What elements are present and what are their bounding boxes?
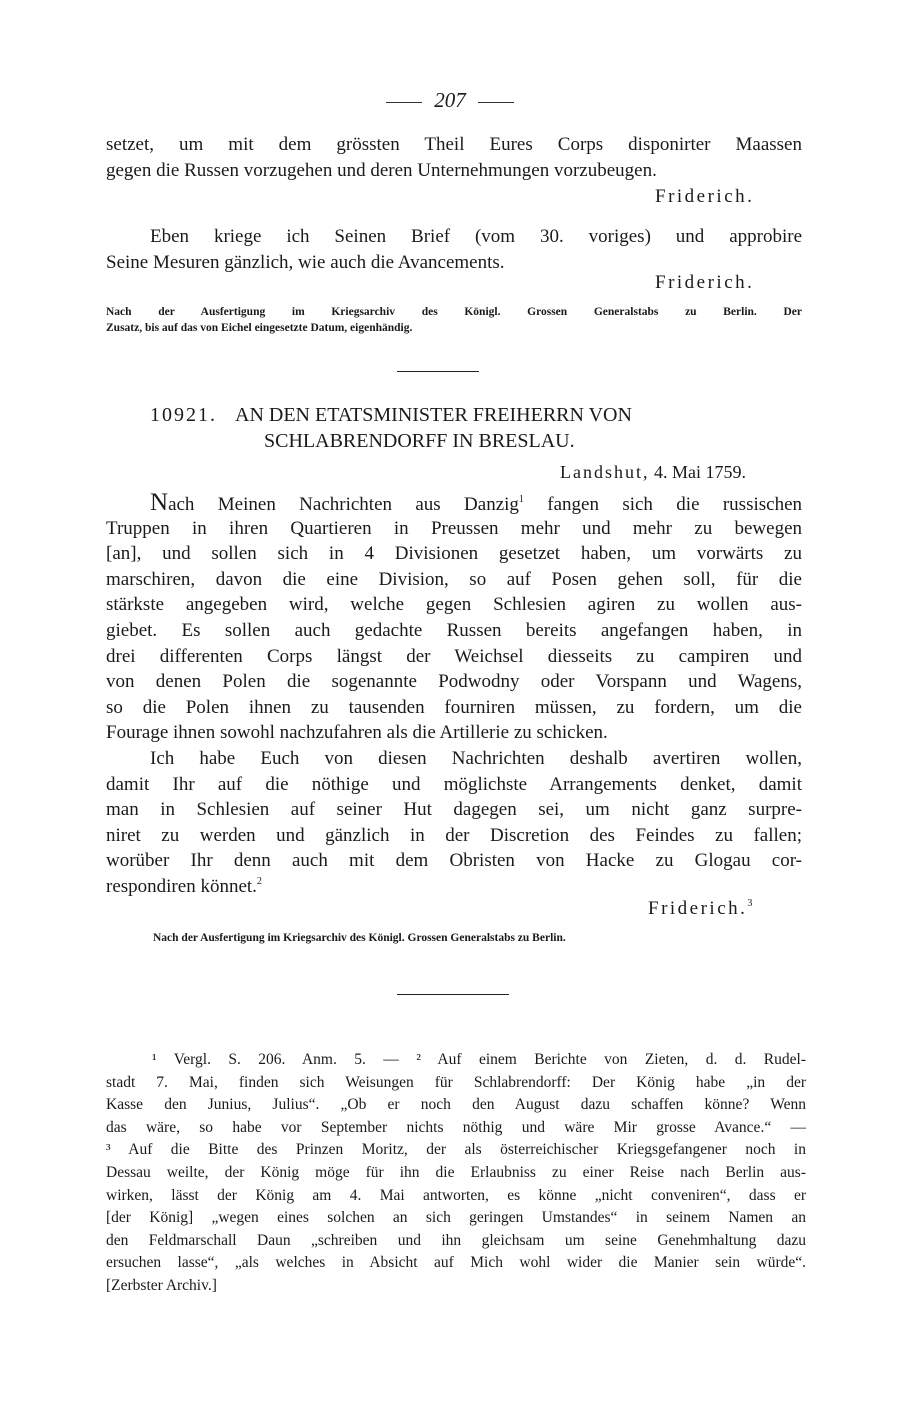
text-line: so die Polen ihnen zu tausenden fourniren müssen, zu fordern, um die <box>106 696 802 718</box>
text-line: stärkste angegeben wird, welche gegen Schlesien agiren zu wollen aus- <box>106 594 802 616</box>
footnote-line: [Zerbster Archiv.] <box>106 1276 217 1294</box>
text-line: Seine Mesuren gänzlich, wie auch die Avancements. <box>106 251 505 273</box>
source-note-line: Nach der Ausfertigung im Kriegsarchiv des Königl. Grossen Generalstabs zu Berlin. <box>153 932 566 944</box>
text-line: Eben kriege ich Seinen Brief (vom 30. voriges) und approbire <box>150 226 802 247</box>
footnote-ref: 1 <box>518 494 524 505</box>
text-line: [an], und sollen sich in 4 Divisionen gesetzet haben, um vorwärts zu <box>106 543 802 565</box>
footnote-line: Kasse den Junius, Julius“. „Ob er noch den August dazu schaffen könne? Wenn <box>106 1096 806 1114</box>
footnote-line: ¹ Vergl. S. 206. Anm. 5. — ² Auf einem Berichte von Zieten, d. d. Rudel- <box>152 1051 806 1068</box>
text-span: fangen sich die russischen <box>547 494 803 515</box>
signature <box>648 898 755 920</box>
text-line: man in Schlesien auf seiner Hut dagegen sei, um nicht ganz surpre- <box>106 799 802 821</box>
source-note-line: Zusatz, bis auf das von Eichel eingesetzte Datum, eigenhändig. <box>106 322 413 334</box>
text-line: setzet, um mit dem grössten Theil Eures Corps disponirter Maassen <box>106 134 802 155</box>
letter-body <box>106 490 802 900</box>
drop-cap: N <box>150 489 169 516</box>
text-line: gegen die Russen vorzugehen und deren Unternehmungen vorzubeugen. <box>106 159 657 181</box>
signature: Friderich. <box>655 272 755 293</box>
text-line <box>106 490 802 516</box>
footnote-line: [der König] „wegen eines solchen an sich geringen Umstandes“ in seinem Namen an <box>106 1209 806 1227</box>
section-divider <box>397 994 509 995</box>
dateline-date: 4. Mai 1759. <box>654 462 746 482</box>
page-number-left-dash <box>386 102 422 103</box>
dateline <box>560 462 746 483</box>
text-line: drei differenten Corps längst der Weichsel diesseits zu campiren und <box>106 645 802 667</box>
letter-number: 10921. <box>150 404 217 426</box>
footnote-ref: 3 <box>747 898 755 909</box>
signature: Friderich. <box>655 186 755 207</box>
source-note-line: Nach der Ausfertigung im Kriegsarchiv des Königl. Grossen Generalstabs zu Berlin. Der <box>106 306 802 318</box>
letter-heading-line-1: AN DEN ETATSMINISTER FREIHERRN VON <box>235 404 632 426</box>
footnote-line: ³ Auf die Bitte des Prinzen Moritz, der als österreichischer Kriegsgefangener noch in <box>106 1141 806 1159</box>
letter-heading-line-2: SCHLABRENDORFF IN BRESLAU. <box>264 430 575 452</box>
text-line: worüber Ihr denn auch mit dem Obristen von Hacke zu Glogau cor- <box>106 850 802 872</box>
footnote-line: stadt 7. Mai, finden sich Weisungen für Schlabrendorff: Der König habe „in der <box>106 1073 806 1091</box>
page-number-value: 207 <box>434 88 466 112</box>
source-note <box>153 930 753 946</box>
footnote-line: Dessau weilte, der König möge für ihn die Erlaubniss zu einer Reise nach Berlin aus- <box>106 1163 806 1181</box>
text-line: Truppen in ihren Quartieren in Preussen mehr und mehr zu bewegen <box>106 517 802 539</box>
text-span: respondiren könnet. <box>106 875 257 897</box>
footnote-line: den Feldmarschall Daun „schreiben und ihn gleichsam um seine Genehmhaltung dazu <box>106 1231 806 1249</box>
text-line: giebet. Es sollen auch gedachte Russen bereits angefangen haben, in <box>106 619 802 641</box>
text-line: Ich habe Euch von diesen Nachrichten deshalb avertiren wollen, <box>150 747 802 769</box>
source-note <box>106 304 802 336</box>
footnote-line: ersuchen lasse“, „als welches in Absicht auf Mich wohl wider die Manier sein würde“. <box>106 1254 806 1272</box>
footnotes <box>106 1049 806 1298</box>
postscript <box>106 224 802 275</box>
footnote-line: das wäre, so habe vor September nichts nöthig und wäre Mir grosse Avance.“ — <box>106 1118 806 1136</box>
signature-text: Friderich. <box>648 898 748 919</box>
text-line: von denen Polen die sogenannte Podwodny oder Vorspann und Wagens, <box>106 671 802 693</box>
text-line: marschiren, davon die eine Division, so auf Posen gehen soll, für die <box>106 568 802 590</box>
dateline-place: Landshut, <box>560 462 650 482</box>
page-number-right-dash <box>478 102 514 103</box>
text-line: damit Ihr auf die nöthige und möglichste Arrangements denket, damit <box>106 773 802 795</box>
letter-heading <box>150 404 770 452</box>
footnote-line: wirken, lässt der König am 4. Mai antworten, es könne „nicht conveniren“, dass er <box>106 1186 806 1204</box>
previous-letter-ending <box>106 132 802 183</box>
text-line: niret zu werden und gänzlich in der Discretion des Feindes zu fallen; <box>106 824 802 846</box>
text-span: ach Meinen Nachrichten aus Danzig <box>168 494 519 515</box>
footnote-ref: 2 <box>256 875 262 887</box>
text-line: Fourage ihnen sowohl nachzufahren als die Artillerie zu schicken. <box>106 722 608 744</box>
text-line <box>106 874 802 900</box>
page-number <box>0 88 900 113</box>
section-divider <box>397 371 479 372</box>
